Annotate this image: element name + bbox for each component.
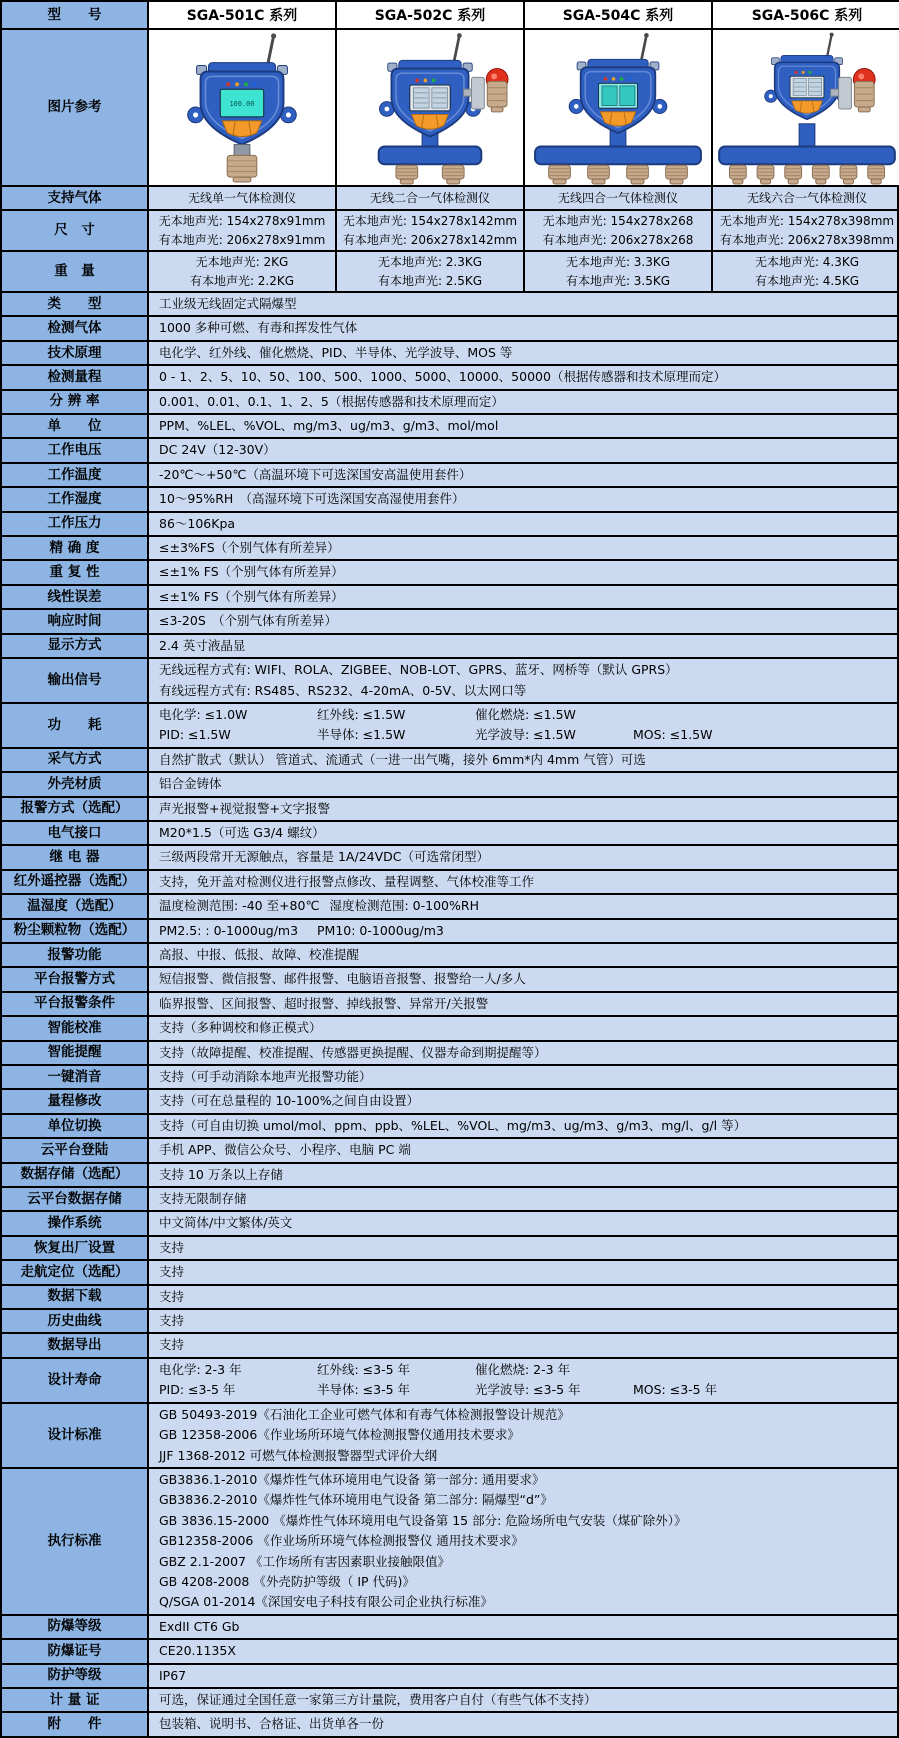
- spec-row-value: [149, 1310, 897, 1332]
- spec-row-2: [2, 342, 897, 366]
- model-name-sga-506c: SGA-506C 系列: [713, 2, 899, 28]
- size-text: 有本地声光: 206x278x398mm: [719, 233, 895, 248]
- spec-row-28: [2, 1017, 897, 1041]
- spec-row-14: [2, 635, 897, 659]
- size-text: 有本地声光: 206x278x268: [542, 233, 694, 248]
- size-text: 有本地声光: 206x278x91mm: [158, 233, 326, 248]
- image-row-label: 图片参考: [2, 30, 149, 185]
- model-name-sga-501c: SGA-501C 系列: [149, 2, 337, 28]
- spec-row-38: [2, 1261, 897, 1285]
- spec-row-label: 显示方式: [2, 635, 149, 657]
- spec-row-label: 工作温度: [2, 464, 149, 486]
- spec-line: 支持: [159, 1239, 185, 1255]
- spec-line: 工业级无线固定式隔爆型: [159, 296, 297, 311]
- spec-row-value: [149, 1212, 897, 1234]
- supported-gas-value: [525, 187, 713, 209]
- spec-row-0: [2, 293, 897, 317]
- supported-gas-text: 无线二合一气体检测仪: [369, 191, 490, 205]
- size-value: [713, 211, 899, 250]
- spec-segment: 催化燃烧: ≤1.5W: [475, 706, 576, 722]
- sga-504c-detector: [525, 30, 711, 185]
- spec-segment: MOS: ≤1.5W: [633, 727, 713, 743]
- model-name-sga-502c: SGA-502C 系列: [337, 2, 525, 28]
- spec-segment: 电化学: 2-3 年: [159, 1361, 242, 1377]
- weight-text: 无本地声光: 2.3KG: [377, 254, 483, 269]
- spec-row-value: [149, 1640, 897, 1662]
- spec-row-label: 历史曲线: [2, 1310, 149, 1332]
- spec-line: 支持: [159, 1337, 185, 1353]
- svg-text:100.00: 100.00: [229, 100, 255, 109]
- spec-line: ≤3-20S （个别气体有所差异）: [159, 613, 338, 629]
- spec-row-34: [2, 1164, 897, 1188]
- spec-line: 2.4 英寸液晶显: [159, 637, 246, 653]
- size-label: 尺 寸: [2, 211, 149, 250]
- spec-line: 自然扩散式（默认） 管道式、流通式（一进一出气嘴，接外 6mm*内 4mm 气管）可选: [159, 751, 646, 767]
- spec-row-label: 计 量 证: [2, 1689, 149, 1711]
- spec-row-value: [149, 773, 897, 795]
- spec-row-label: 功 耗: [2, 704, 149, 747]
- spec-row-30: [2, 1066, 897, 1090]
- spec-segment: 催化燃烧: 2-3 年: [475, 1361, 571, 1377]
- weight-text: 无本地声光: 3.3KG: [565, 254, 671, 269]
- spec-line: GB3836.2-2010《爆炸性气体环境用电气设备 第二部分: 隔爆型“d”》: [159, 1492, 553, 1508]
- size-row: [2, 211, 897, 252]
- spec-row-6: [2, 439, 897, 463]
- spec-line: 支持无限制存储: [159, 1191, 247, 1207]
- spec-row-value: [149, 968, 897, 990]
- spec-row-3: [2, 366, 897, 390]
- spec-row-31: [2, 1090, 897, 1114]
- spec-segment: PID: ≤1.5W: [159, 727, 231, 743]
- supported-gas-text: 无线四合一气体检测仪: [557, 191, 678, 205]
- spec-row-value: [149, 561, 897, 583]
- size-value: [525, 211, 713, 250]
- spec-row-label: 电气接口: [2, 822, 149, 844]
- spec-row-value: [149, 1334, 897, 1356]
- spec-line: 86～106Kpa: [159, 515, 236, 531]
- size-value: [337, 211, 525, 250]
- spec-row-value: [149, 1404, 897, 1467]
- spec-row-41: [2, 1334, 897, 1358]
- size-text: 无本地声光: 154x278x398mm: [719, 213, 895, 228]
- weight-text: 有本地声光: 2.5KG: [377, 274, 483, 289]
- spec-line: ≤±3%FS（个别气体有所差异）: [159, 540, 340, 556]
- spec-row-label: 精 确 度: [2, 537, 149, 559]
- spec-row-46: [2, 1640, 897, 1664]
- spec-row-5: [2, 415, 897, 439]
- spec-line: 0 - 1、2、5、10、50、100、500、1000、5000、10000、50000（根据传感器和技术原理而定）: [159, 369, 726, 385]
- spec-line: 电化学、红外线、催化燃烧、PID、半导体、光学波导、MOS 等: [159, 344, 513, 360]
- weight-text: 有本地声光: 3.5KG: [565, 274, 671, 289]
- model-header-row: [2, 2, 897, 30]
- spec-row-value: [149, 293, 897, 315]
- spec-row-35: [2, 1188, 897, 1212]
- spec-row-label: 工作压力: [2, 513, 149, 535]
- supported-gas-value: [337, 187, 525, 209]
- spec-row-value: [149, 1261, 897, 1283]
- spec-row-value: [149, 1689, 897, 1711]
- spec-segment: 光学波导: ≤1.5W: [475, 727, 576, 743]
- spec-row-label: 检测气体: [2, 317, 149, 339]
- spec-line: 支持（可自由切换 umol/mol、ppm、ppb、%LEL、%VOL、mg/m3、ug/m3、g/m3、mg/l、g/l 等）: [159, 1117, 747, 1133]
- spec-row-value: [149, 993, 897, 1015]
- spec-row-label: 粉尘颗粒物（选配）: [2, 920, 149, 942]
- spec-row-value: [149, 513, 897, 535]
- spec-row-18: [2, 773, 897, 797]
- spec-row-value: [149, 1090, 897, 1112]
- spec-row-label: 设计寿命: [2, 1359, 149, 1402]
- spec-row-value: [149, 586, 897, 608]
- spec-row-49: [2, 1713, 897, 1735]
- spec-line: 支持（可在总量程的 10-100%之间自由设置）: [159, 1093, 420, 1109]
- spec-row-32: [2, 1115, 897, 1139]
- spec-row-45: [2, 1616, 897, 1640]
- spec-row-value: [149, 822, 897, 844]
- spec-line: GB3836.1-2010《爆炸性气体环境用电气设备 第一部分: 通用要求》: [159, 1471, 545, 1487]
- spec-row-value: [149, 439, 897, 461]
- spec-row-29: [2, 1042, 897, 1066]
- spec-row-9: [2, 513, 897, 537]
- spec-row-label: 报警功能: [2, 944, 149, 966]
- spec-row-label: 红外遥控器（选配）: [2, 871, 149, 893]
- spec-line: 0.001、0.01、0.1、1、2、5（根据传感器和技术原理而定）: [159, 393, 504, 409]
- spec-row-value: [149, 1237, 897, 1259]
- spec-row-label: 线性误差: [2, 586, 149, 608]
- weight-text: 有本地声光: 2.2KG: [189, 274, 295, 289]
- size-text: 有本地声光: 206x278x142mm: [342, 233, 518, 248]
- spec-line: 支持: [159, 1288, 185, 1304]
- spec-row-value: [149, 1665, 897, 1687]
- spec-segment: 红外线: ≤3-5 年: [317, 1361, 411, 1377]
- spec-segment: 湿度检测范围: 0-100%RH: [329, 898, 479, 914]
- spec-line: CE20.1135X: [159, 1643, 236, 1659]
- spec-row-value: [149, 1713, 897, 1735]
- spec-row-value: [149, 846, 897, 868]
- spec-row-value: [149, 1115, 897, 1137]
- spec-row-37: [2, 1237, 897, 1261]
- spec-row-15: [2, 659, 897, 704]
- spec-line: GB 12358-2006《作业场所环境气体检测报警仪通用技术要求》: [159, 1427, 520, 1443]
- spec-line: [159, 705, 893, 725]
- spec-row-value: [149, 1286, 897, 1308]
- spec-row-44: [2, 1469, 897, 1616]
- spec-row-value: [149, 944, 897, 966]
- spec-row-label: 数据存储（选配）: [2, 1164, 149, 1186]
- spec-row-value: [149, 1066, 897, 1088]
- spec-row-value: [149, 1139, 897, 1161]
- spec-row-value: [149, 610, 897, 632]
- spec-line: [159, 725, 893, 745]
- size-text: 无本地声光: 154x278x142mm: [342, 213, 518, 228]
- sga-501c-detector: [149, 30, 335, 185]
- spec-row-13: [2, 610, 897, 634]
- spec-line: DC 24V（12-30V）: [159, 442, 276, 458]
- spec-row-label: 云平台登陆: [2, 1139, 149, 1161]
- spec-row-label: 附 件: [2, 1713, 149, 1735]
- spec-row-value: [149, 464, 897, 486]
- spec-segment: PID: ≤3-5 年: [159, 1382, 236, 1398]
- spec-line: Q/SGA 01-2014《深国安电子科技有限公司企业执行标准》: [159, 1594, 493, 1610]
- spec-row-value: [149, 488, 897, 510]
- weight-text: 无本地声光: 4.3KG: [754, 254, 860, 269]
- spec-line: 中文简体/中文繁体/英文: [159, 1215, 293, 1231]
- spec-row-value: [149, 749, 897, 771]
- spec-row-12: [2, 586, 897, 610]
- spec-line: 短信报警、微信报警、邮件报警、电脑语音报警、报警给一人/多人: [159, 971, 526, 987]
- spec-row-label: 检测量程: [2, 366, 149, 388]
- spec-row-label: 执行标准: [2, 1469, 149, 1614]
- spec-row-label: 重 复 性: [2, 561, 149, 583]
- spec-segment: 红外线: ≤1.5W: [317, 706, 406, 722]
- spec-row-23: [2, 895, 897, 919]
- spec-row-8: [2, 488, 897, 512]
- spec-line: GB 50493-2019《石油化工企业可燃气体和有毒气体检测报警设计规范》: [159, 1406, 570, 1422]
- product-image-sga-506c: [713, 30, 899, 185]
- spec-line: 三级两段常开无源触点，容量是 1A/24VDC（可选常闭型）: [159, 849, 489, 865]
- spec-row-label: 平台报警方式: [2, 968, 149, 990]
- spec-line: 铝合金铸体: [159, 776, 222, 792]
- spec-line: 支持: [159, 1313, 185, 1329]
- spec-row-value: [149, 391, 897, 413]
- spec-line: 有线远程方式有: RS485、RS232、4-20mA、0-5V、以太网口等: [159, 682, 527, 698]
- spec-row-label: 走航定位（选配）: [2, 1261, 149, 1283]
- spec-row-16: [2, 704, 897, 749]
- spec-line: IP67: [159, 1667, 187, 1683]
- spec-segment: 半导体: ≤1.5W: [317, 727, 406, 743]
- spec-line: 支持（故障提醒、校准提醒、传感器更换提醒、仪器寿命到期提醒等）: [159, 1044, 547, 1060]
- spec-row-label: 数据下载: [2, 1286, 149, 1308]
- spec-row-36: [2, 1212, 897, 1236]
- spec-row-1: [2, 317, 897, 341]
- spec-row-42: [2, 1359, 897, 1404]
- weight-text: 有本地声光: 4.5KG: [754, 274, 860, 289]
- size-value: [149, 211, 337, 250]
- spec-line: 声光报警+视觉报警+文字报警: [159, 800, 330, 816]
- spec-row-4: [2, 391, 897, 415]
- spec-segment: 电化学: ≤1.0W: [159, 706, 248, 722]
- spec-line: 支持: [159, 1264, 185, 1280]
- spec-row-10: [2, 537, 897, 561]
- spec-row-value: [149, 342, 897, 364]
- spec-row-value: [149, 1042, 897, 1064]
- supported-gas-label: 支持气体: [2, 187, 149, 209]
- spec-row-value: [149, 920, 897, 942]
- spec-row-value: [149, 895, 897, 917]
- spec-row-value: [149, 366, 897, 388]
- spec-row-label: 智能校准: [2, 1017, 149, 1039]
- spec-line: 支持（多种调校和修正模式）: [159, 1020, 322, 1036]
- spec-row-label: 工作湿度: [2, 488, 149, 510]
- weight-value: [525, 252, 713, 291]
- supported-gas-row: [2, 187, 897, 211]
- spec-row-value: [149, 704, 897, 747]
- spec-row-label: 一键消音: [2, 1066, 149, 1088]
- spec-row-label: 分 辨 率: [2, 391, 149, 413]
- supported-gas-value: [149, 187, 337, 209]
- spec-line: GBZ 2.1-2007 《工作场所有害因素职业接触限值》: [159, 1553, 450, 1569]
- supported-gas-text: 无线六合一气体检测仪: [746, 191, 867, 205]
- model-name-sga-504c: SGA-504C 系列: [525, 2, 713, 28]
- weight-value: [337, 252, 525, 291]
- weight-value: [713, 252, 899, 291]
- spec-line: [159, 1360, 893, 1380]
- spec-line: PPM、%LEL、%VOL、mg/m3、ug/m3、g/m3、mol/mol: [159, 418, 499, 434]
- spec-row-19: [2, 798, 897, 822]
- spec-row-value: [149, 1469, 897, 1614]
- spec-line: 1000 多种可燃、有毒和挥发性气体: [159, 320, 358, 336]
- spec-line: GB 3836.15-2000 《爆炸性气体环境用电气设备第 15 部分: 危险场所电气安装（煤矿除外）》: [159, 1512, 687, 1528]
- spec-row-value: [149, 1164, 897, 1186]
- spec-row-label: 单 位: [2, 415, 149, 437]
- spec-row-20: [2, 822, 897, 846]
- spec-line: GB 4208-2008 《外壳防护等级（ IP 代码)》: [159, 1573, 415, 1589]
- spec-row-label: 防爆等级: [2, 1616, 149, 1638]
- spec-row-label: 技术原理: [2, 342, 149, 364]
- product-image-sga-504c: [525, 30, 713, 185]
- spec-row-label: 输出信号: [2, 659, 149, 702]
- spec-line: 支持，免开盖对检测仪进行报警点修改、量程调整、气体校准等工作: [159, 873, 535, 889]
- spec-line: [159, 1380, 893, 1400]
- spec-row-value: [149, 415, 897, 437]
- supported-gas-value: [713, 187, 899, 209]
- spec-row-label: 防护等级: [2, 1665, 149, 1687]
- spec-row-43: [2, 1404, 897, 1469]
- spec-row-label: 量程修改: [2, 1090, 149, 1112]
- spec-row-label: 继 电 器: [2, 846, 149, 868]
- spec-segment: 温度检测范围: -40 至+80℃: [159, 898, 320, 914]
- spec-row-label: 设计标准: [2, 1404, 149, 1467]
- spec-line: [159, 921, 893, 941]
- spec-line: -20℃～+50℃（高温环境下可选深国安高温使用套件）: [159, 466, 472, 482]
- spec-row-label: 温湿度（选配）: [2, 895, 149, 917]
- spec-row-label: 防爆证号: [2, 1640, 149, 1662]
- supported-gas-text: 无线单一气体检测仪: [187, 191, 296, 205]
- sga-502c-detector: [337, 30, 523, 185]
- spec-segment: PM10: 0-1000ug/m3: [317, 922, 444, 938]
- spec-row-label: 采气方式: [2, 749, 149, 771]
- spec-row-label: 单位切换: [2, 1115, 149, 1137]
- spec-line: ≤±1% FS（个别气体有所差异）: [159, 588, 344, 604]
- spec-row-17: [2, 749, 897, 773]
- image-row: [2, 30, 897, 187]
- spec-row-33: [2, 1139, 897, 1163]
- spec-row-value: [149, 798, 897, 820]
- spec-row-value: [149, 537, 897, 559]
- spec-line: JJF 1368-2012 可燃气体检测报警器型式评价大纲: [159, 1447, 438, 1463]
- spec-row-label: 平台报警条件: [2, 993, 149, 1015]
- spec-row-label: 操作系统: [2, 1212, 149, 1234]
- spec-row-label: 数据导出: [2, 1334, 149, 1356]
- size-text: 无本地声光: 154x278x268: [542, 213, 694, 228]
- weight-label: 重 量: [2, 252, 149, 291]
- spec-segment: MOS: ≤3-5 年: [633, 1382, 718, 1398]
- spec-row-label: 类 型: [2, 293, 149, 315]
- spec-line: GB12358-2006 《作业场所环境气体检测报警仪 通用技术要求》: [159, 1533, 524, 1549]
- spec-segment: 光学波导: ≤3-5 年: [475, 1382, 581, 1398]
- spec-line: 无线远程方式有: WIFI、ROLA、ZIGBEE、NOB-LOT、GPRS、蓝牙、网桥等（默认 GPRS）: [159, 662, 678, 678]
- spec-row-25: [2, 944, 897, 968]
- spec-row-label: 工作电压: [2, 439, 149, 461]
- sga-506c-detector: [714, 30, 899, 185]
- spec-line: ≤±1% FS（个别气体有所差异）: [159, 564, 344, 580]
- spec-line: 支持（可手动消除本地声光报警功能）: [159, 1069, 372, 1084]
- spec-line: 10～95%RH （高湿环境下可选深国安高湿使用套件）: [159, 491, 465, 507]
- spec-row-label: 响应时间: [2, 610, 149, 632]
- spec-line: 包装箱、说明书、合格证、出货单各一份: [159, 1716, 385, 1732]
- spec-segment: 半导体: ≤3-5 年: [317, 1382, 411, 1398]
- spec-line: 支持 10 万条以上存储: [159, 1166, 283, 1182]
- spec-row-7: [2, 464, 897, 488]
- spec-row-label: 恢复出厂设置: [2, 1237, 149, 1259]
- spec-row-27: [2, 993, 897, 1017]
- spec-row-48: [2, 1689, 897, 1713]
- spec-line: 可选，保证通过全国任意一家第三方计量院，费用客户自付（有些气体不支持）: [159, 1691, 597, 1707]
- spec-row-value: [149, 1616, 897, 1638]
- product-image-sga-501c: [149, 30, 337, 185]
- model-row-label: 型 号: [2, 2, 149, 28]
- spec-line: 高报、中报、低报、故障、校准提醒: [159, 946, 360, 962]
- spec-row-label: 报警方式（选配）: [2, 798, 149, 820]
- spec-row-21: [2, 846, 897, 870]
- spec-line: ExdII CT6 Gb: [159, 1618, 240, 1634]
- spec-line: 手机 APP、微信公众号、小程序、电脑 PC 端: [159, 1142, 411, 1158]
- weight-row: [2, 252, 897, 293]
- spec-row-label: 外壳材质: [2, 773, 149, 795]
- spec-row-value: [149, 659, 897, 702]
- spec-segment: PM2.5: : 0-1000ug/m3: [159, 922, 299, 938]
- spec-row-26: [2, 968, 897, 992]
- spec-row-39: [2, 1286, 897, 1310]
- spec-row-11: [2, 561, 897, 585]
- spec-row-value: [149, 1359, 897, 1402]
- spec-row-value: [149, 635, 897, 657]
- spec-row-value: [149, 1017, 897, 1039]
- spec-line: [159, 896, 893, 916]
- spec-row-value: [149, 1188, 897, 1210]
- spec-row-label: 智能提醒: [2, 1042, 149, 1064]
- spec-row-40: [2, 1310, 897, 1334]
- spec-row-label: 云平台数据存储: [2, 1188, 149, 1210]
- spec-row-value: [149, 871, 897, 893]
- spec-row-22: [2, 871, 897, 895]
- spec-row-47: [2, 1665, 897, 1689]
- spec-row-24: [2, 920, 897, 944]
- weight-text: 无本地声光: 2KG: [195, 254, 289, 269]
- size-text: 无本地声光: 154x278x91mm: [158, 213, 326, 228]
- product-image-sga-502c: [337, 30, 525, 185]
- spec-line: M20*1.5（可选 G3/4 螺纹）: [159, 824, 325, 840]
- spec-row-value: [149, 317, 897, 339]
- weight-value: [149, 252, 337, 291]
- spec-line: 临界报警、区间报警、超时报警、掉线报警、异常开/关报警: [159, 995, 489, 1011]
